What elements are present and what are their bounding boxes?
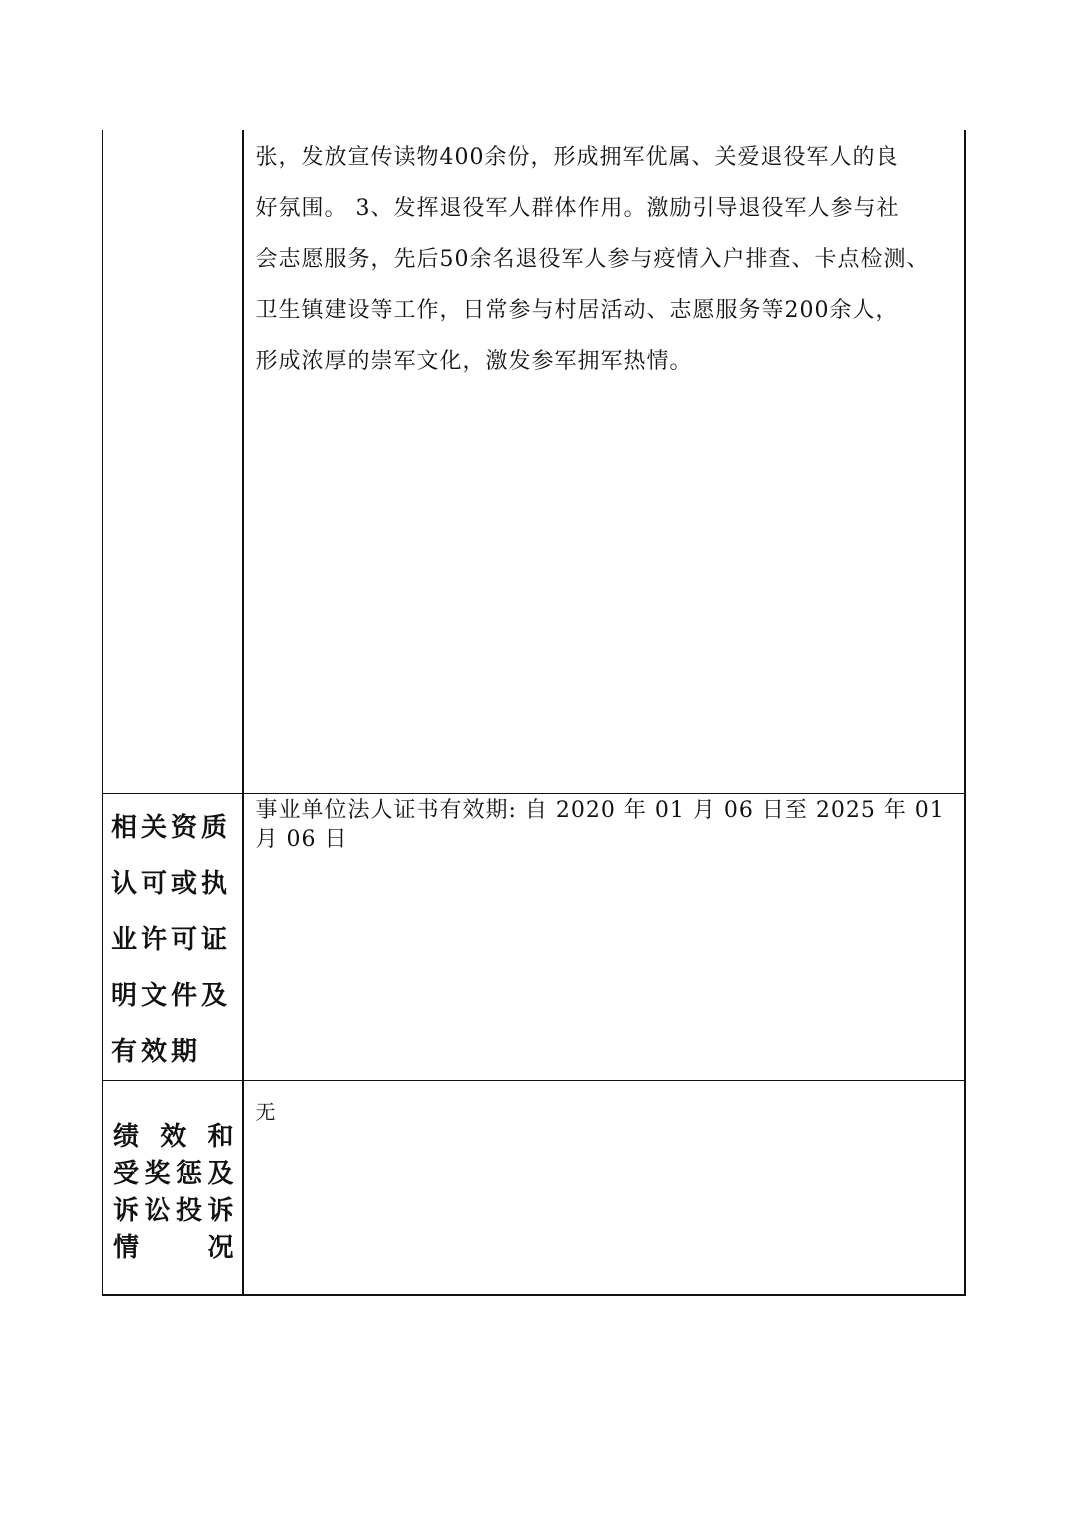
qualification-label-cell	[103, 794, 243, 1081]
report-table	[102, 130, 966, 1296]
activities-text	[244, 130, 964, 387]
qualification-row	[103, 794, 965, 1081]
text-line: 卫生镇建设等工作，日常参与村居活动、志愿服务等200余人，	[255, 298, 899, 323]
label-line: 受奖惩及	[113, 1159, 234, 1189]
performance-text: 无	[255, 1100, 276, 1124]
text-line: 会志愿服务，先后50余名退役军人参与疫情入户排查、卡点检测、	[255, 247, 930, 272]
label-line: 业许可证	[111, 925, 232, 955]
label-cell-empty	[103, 130, 243, 794]
text-line: 张，发放宣传读物400余份，形成拥军优属、关爱退役军人的良	[255, 145, 899, 170]
qualification-content-cell	[243, 794, 965, 1081]
performance-row	[103, 1081, 965, 1296]
label-line: 情 况	[113, 1233, 234, 1263]
qualification-text: 事业单位法人证书有效期: 自 2020 年 01 月 06 日至 2025 年 01 月 06 日	[255, 798, 945, 852]
performance-content-cell	[243, 1081, 965, 1296]
activities-content-cell	[243, 130, 965, 794]
performance-label	[103, 1081, 242, 1267]
label-line: 绩 效 和	[113, 1122, 234, 1152]
performance-label-cell	[103, 1081, 243, 1296]
text-line: 形成浓厚的崇军文化，激发参军拥军热情。	[255, 349, 693, 374]
label-line: 相关资质	[111, 813, 232, 843]
label-line: 明文件及	[111, 981, 232, 1011]
text-line: 好氛围。 3、发挥退役军人群体作用。激励引导退役军人参与社	[255, 196, 900, 221]
label-line: 认可或执	[111, 869, 232, 899]
label-line: 诉讼投诉	[113, 1196, 234, 1226]
qualification-label	[103, 794, 242, 1080]
label-line: 有效期	[111, 1037, 202, 1067]
business-activities-row-continued	[103, 130, 965, 794]
